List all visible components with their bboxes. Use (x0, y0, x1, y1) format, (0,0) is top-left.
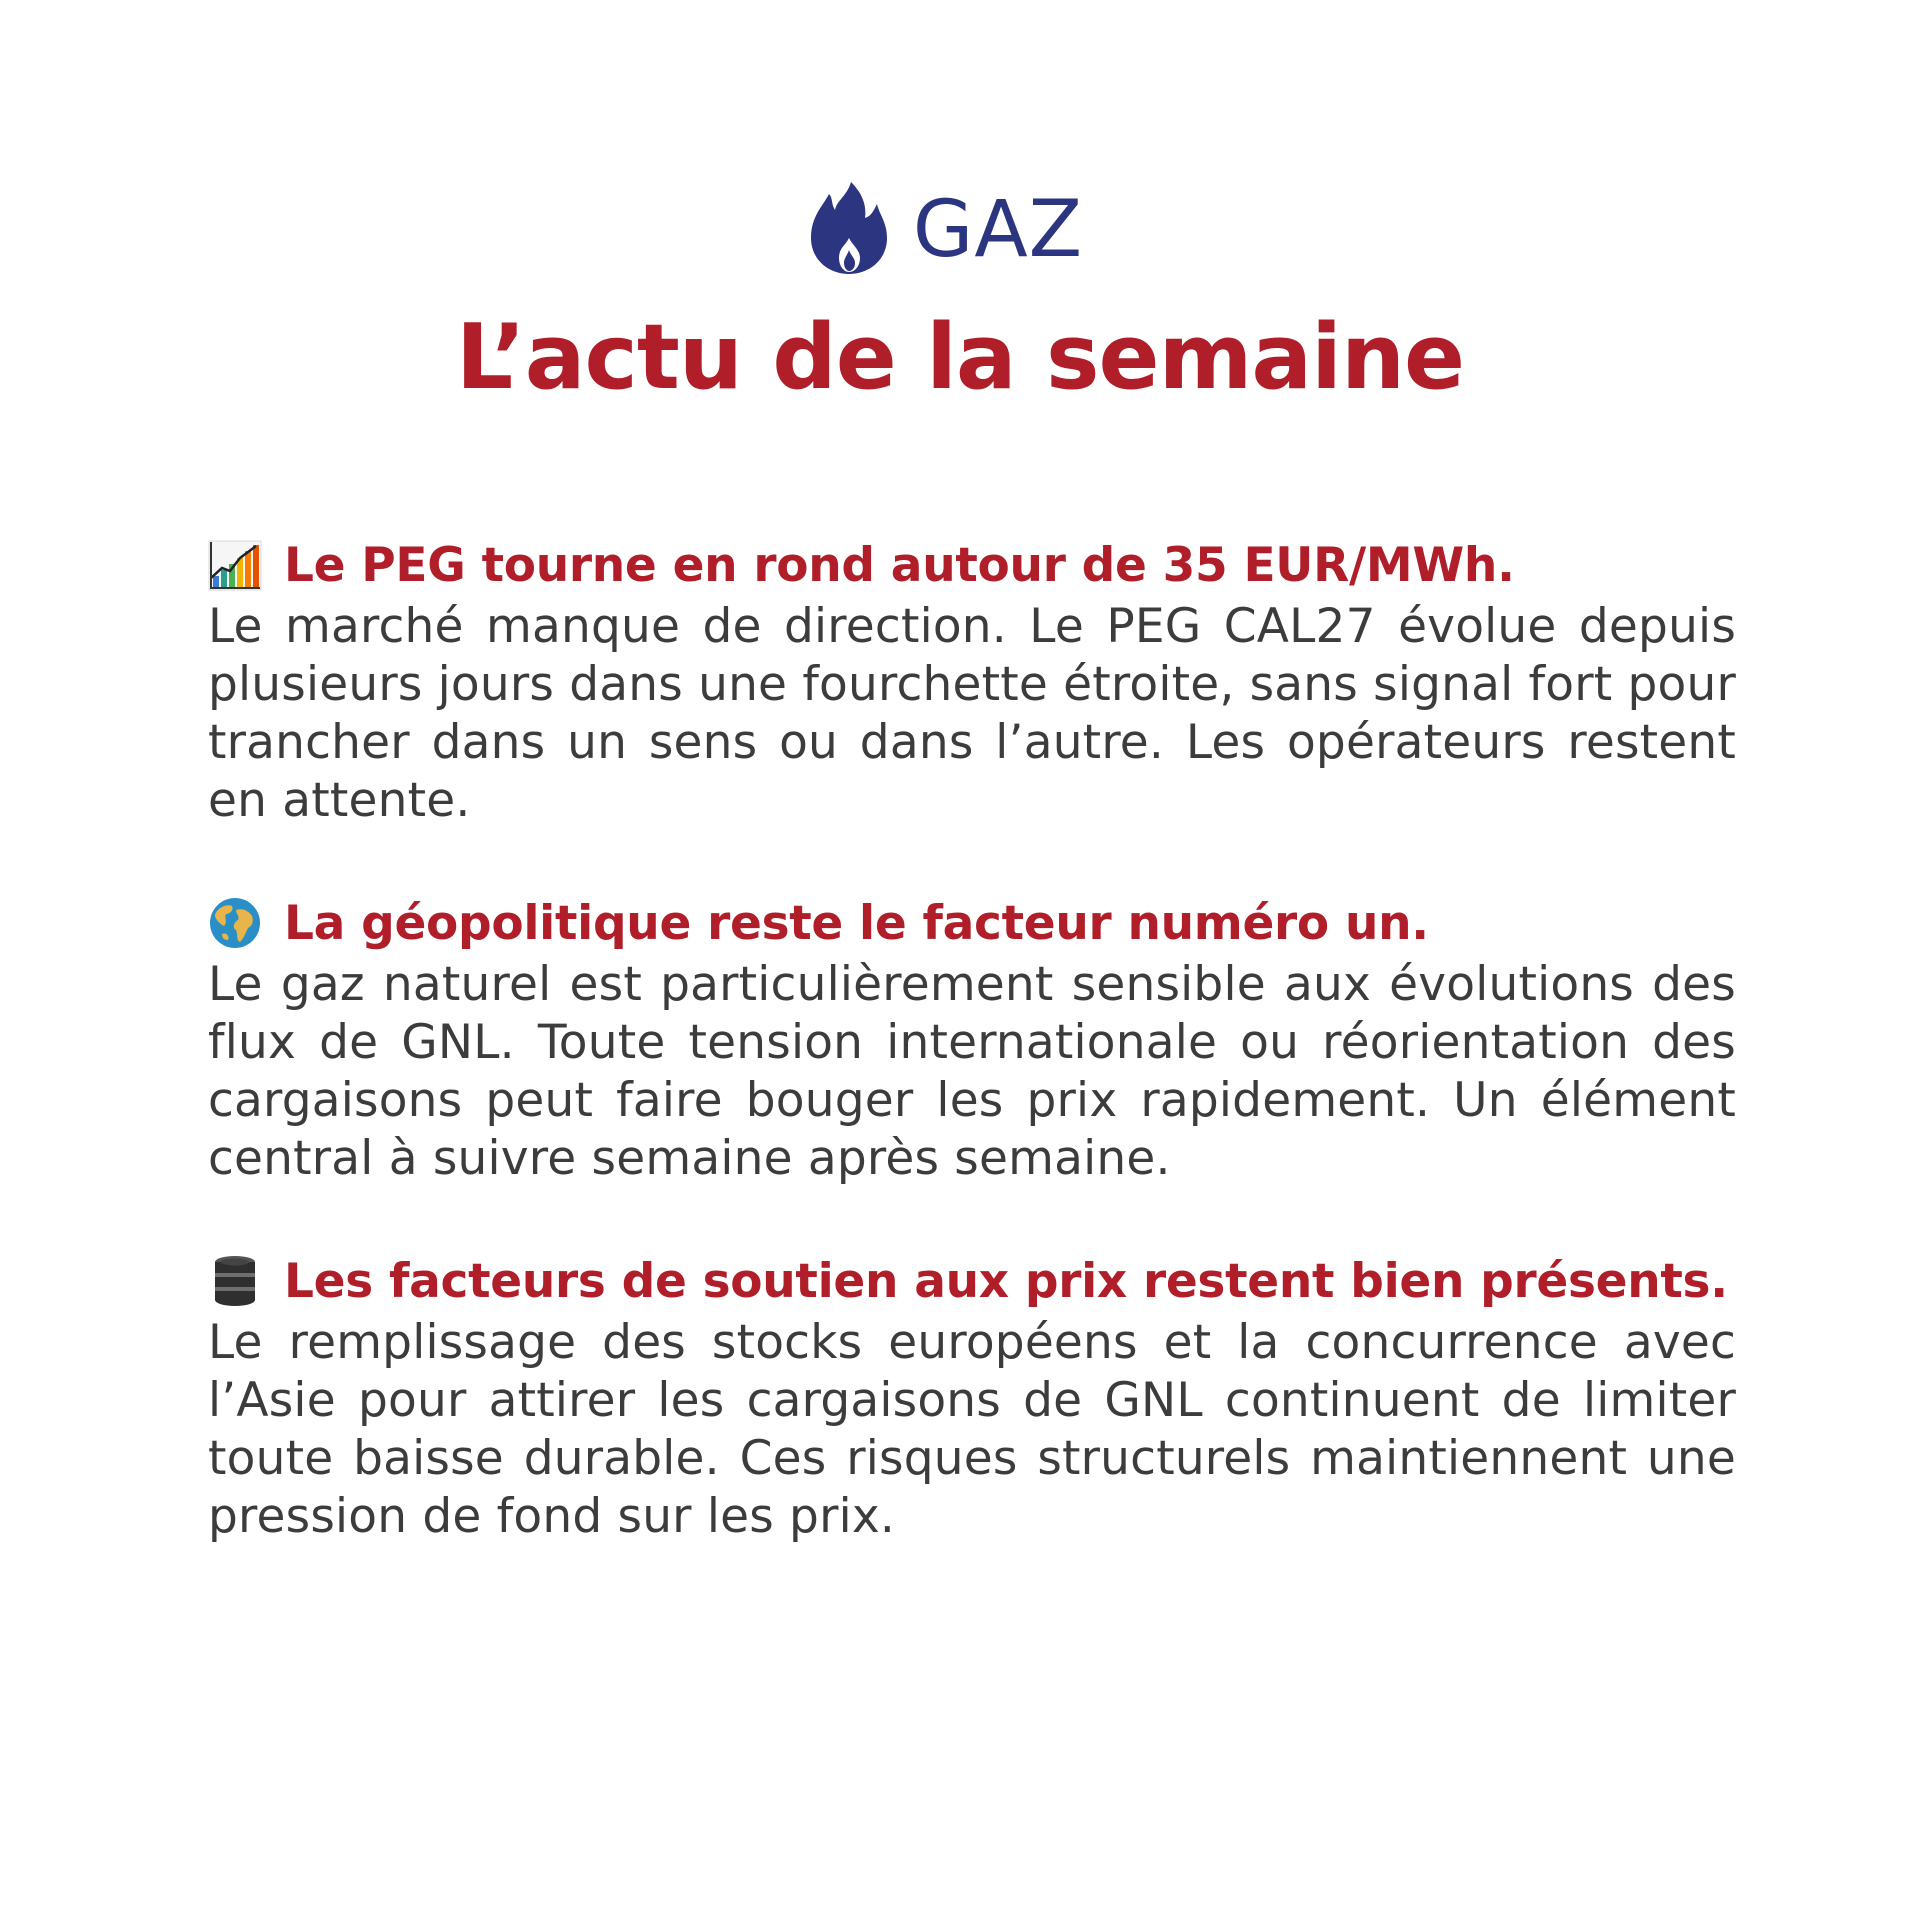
news-item-title: La géopolitique reste le facteur numéro un. (284, 895, 1429, 951)
news-item-title: Le PEG tourne en rond autour de 35 EUR/MWh. (284, 537, 1515, 593)
news-item-header (208, 890, 1736, 956)
flame-icon (807, 180, 891, 276)
globe-icon (208, 896, 262, 950)
news-list (208, 532, 1736, 1606)
news-item (208, 890, 1736, 1188)
oil-drum-icon (208, 1254, 262, 1308)
category-header (0, 178, 1920, 278)
news-item-header (208, 532, 1736, 598)
news-item-body: Le remplissage des stocks européens et la concurrence avec l’Asie pour attirer les cargaisons de GNL continuent de limiter toute baisse durable. Ces risques structurels maintiennent une pression de fond sur les prix. (208, 1315, 1736, 1544)
news-item-header (208, 1248, 1736, 1314)
news-item-body: Le gaz naturel est particulièrement sensible aux évolutions des flux de GNL. Toute tension internationale ou réorientation des cargaisons peut faire bouger les prix rapidement. Un élément central à suivre semaine après semaine. (208, 957, 1736, 1186)
bar-chart-icon (208, 538, 262, 592)
category-label: GAZ (912, 185, 1084, 275)
page-title: L’actu de la semaine (455, 305, 1465, 410)
news-item-body: Le marché manque de direction. Le PEG CAL27 évolue depuis plusieurs jours dans une fourchette étroite, sans signal fort pour trancher dans un sens ou dans l’autre. Les opérateurs restent en attente. (208, 599, 1736, 828)
news-item (208, 532, 1736, 830)
news-item-title: Les facteurs de soutien aux prix restent bien présents. (284, 1253, 1728, 1309)
news-item (208, 1248, 1736, 1546)
